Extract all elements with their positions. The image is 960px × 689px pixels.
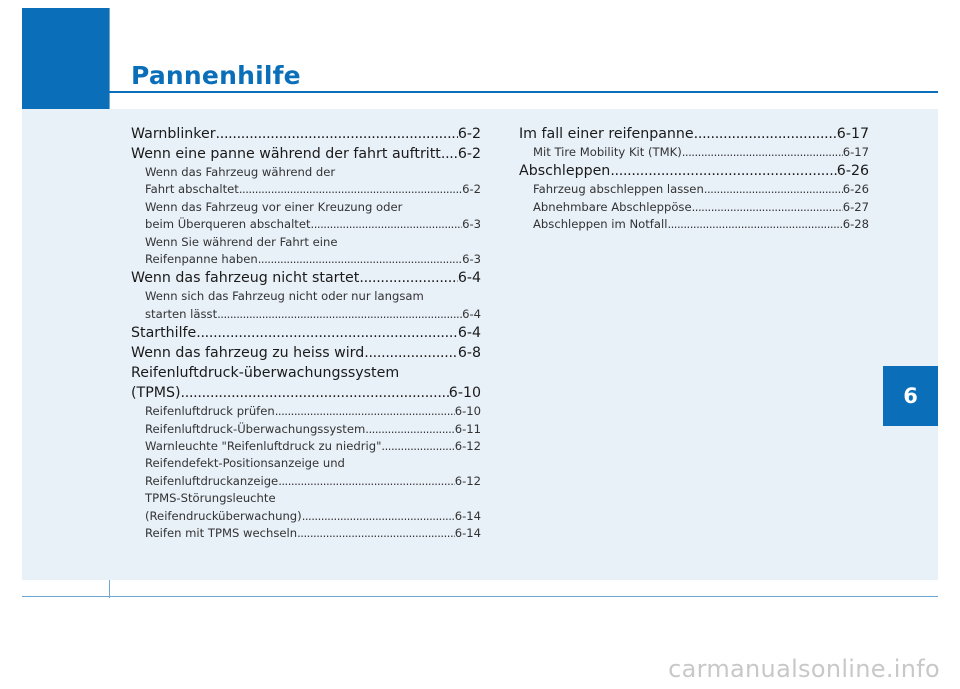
toc-leader [682, 144, 843, 161]
toc-page-number: 6-4 [457, 325, 481, 342]
toc-subentry-reifenluftdruckanzeige[interactable] [131, 473, 481, 490]
toc-left-column [131, 124, 481, 543]
toc-entry-text: starten lässt [145, 306, 218, 321]
toc-entry-panne-waehrend-fahrt[interactable] [131, 145, 481, 164]
toc-entry-line: Reifenluftdruck-überwachungssystem [131, 365, 400, 382]
toc-page-number: 6-10 [454, 404, 481, 419]
toc-entry-text: Fahrt abschaltet [145, 182, 239, 197]
toc-leader [217, 306, 462, 323]
toc-entry-text: (Reifendrucküberwachung) [145, 508, 302, 523]
toc-subentry-line: Wenn das Fahrzeug während der [145, 165, 336, 179]
toc-page-number: 6-14 [454, 526, 481, 541]
toc-entry-text: Starthilfe [131, 325, 197, 342]
toc-page-number: 6-2 [457, 126, 481, 142]
header-color-block [22, 8, 109, 109]
toc-entry-starthilfe[interactable] [131, 324, 481, 343]
toc-leader [278, 473, 455, 490]
toc-page-number: 6-17 [842, 145, 869, 159]
toc-page-number: 6-8 [457, 345, 481, 362]
toc-page-number: 6-12 [454, 439, 481, 454]
toc-entry-nicht-startet[interactable] [131, 269, 481, 288]
toc-leader [667, 216, 842, 233]
toc-entry-tpms[interactable] [131, 384, 481, 403]
toc-page-number: 6-17 [836, 126, 869, 142]
toc-entry-text: Reifenpanne haben [145, 252, 258, 267]
toc-leader [196, 324, 458, 343]
watermark: carmanualsonline.info [668, 655, 940, 683]
toc-entry-reifenpanne[interactable] [519, 125, 869, 144]
toc-leader [275, 403, 455, 420]
toc-subentry-line: Reifendefekt-Positionsanzeige und [145, 456, 345, 471]
toc-subentry-reifenluftdruck-pruefen[interactable] [131, 403, 481, 420]
toc-page-number: 6-3 [462, 252, 481, 267]
toc-entry-text: Wenn eine panne während der fahrt auftritt [131, 146, 441, 162]
bottom-divider [22, 596, 938, 597]
toc-subentry-fahrt-abschaltet[interactable] [131, 181, 481, 198]
toc-leader [359, 269, 457, 288]
toc-entry-text: Abschleppen im Notfall [533, 217, 668, 232]
toc-subentry-reifenpanne[interactable] [131, 251, 481, 268]
toc-entry-text: Mit Tire Mobility Kit (TMK) [533, 145, 682, 159]
toc-leader [365, 421, 454, 438]
toc-leader [239, 181, 462, 198]
toc-leader [364, 344, 458, 363]
toc-subentry-line: Wenn das Fahrzeug vor einer Kreuzung oder [145, 199, 403, 214]
toc-entry-text: Wenn das fahrzeug nicht startet [131, 270, 360, 287]
toc-page-number: 6-11 [454, 421, 481, 436]
title-underline [109, 91, 938, 93]
toc-leader [216, 125, 458, 144]
toc-leader [610, 162, 836, 181]
toc-leader [704, 181, 843, 198]
toc-entry-warnblinker[interactable] [131, 125, 481, 144]
toc-leader [181, 384, 449, 403]
toc-subentry-line: Wenn sich das Fahrzeug nicht oder nur langsam [145, 289, 424, 304]
toc-entry-text: Wenn das fahrzeug zu heiss wird [131, 345, 365, 362]
toc-subentry-line: TPMS-Störungsleuchte [145, 491, 276, 506]
toc-page-number: 6-14 [454, 508, 481, 523]
toc-subentry-tmk[interactable] [519, 144, 869, 161]
chapter-tab[interactable]: 6 [883, 366, 938, 426]
toc-subentry-reifen-wechseln[interactable] [131, 525, 481, 542]
toc-leader [302, 508, 455, 525]
toc-leader [692, 199, 843, 216]
toc-page-number: 6-26 [836, 163, 869, 180]
toc-entry-text: Reifenluftdruckanzeige [145, 473, 279, 488]
toc-page-number: 6-28 [842, 217, 869, 232]
toc-subentry-notfall[interactable] [519, 216, 869, 233]
toc-entry-text: beim Überqueren abschaltet [145, 217, 311, 232]
toc-entry-text: Reifenluftdruck prüfen [145, 404, 275, 419]
toc-subentry-abschleppen-lassen[interactable] [519, 181, 869, 198]
toc-subentry-abschleppoese[interactable] [519, 199, 869, 216]
page-title: Pannenhilfe [131, 61, 301, 90]
toc-entry-abschleppen[interactable] [519, 162, 869, 181]
toc-page-number: 6-27 [842, 199, 869, 214]
toc-entry-text: (TPMS) [131, 385, 181, 402]
toc-page-number: 6-12 [454, 473, 481, 488]
toc-leader [694, 125, 837, 144]
toc-leader [381, 438, 454, 455]
toc-subentry-ueberwachungssystem[interactable] [131, 421, 481, 438]
toc-entry-text: Warnleuchte "Reifenluftdruck zu niedrig" [145, 439, 382, 454]
toc-leader [258, 251, 462, 268]
toc-subentry-kreuzung[interactable] [131, 216, 481, 233]
toc-page-number: 6-10 [448, 385, 481, 402]
toc-leader [441, 145, 458, 164]
toc-subentry-tpms-stoerungsleuchte[interactable] [131, 508, 481, 525]
toc-page-number: 6-4 [462, 306, 481, 321]
toc-page-number: 6-3 [462, 217, 481, 232]
toc-entry-text: Abnehmbare Abschleppöse [533, 199, 692, 214]
toc-entry-zu-heiss[interactable] [131, 344, 481, 363]
toc-entry-text: Fahrzeug abschleppen lassen [533, 182, 704, 197]
toc-entry-text: Reifen mit TPMS wechseln [145, 526, 298, 541]
toc-entry-text: Reifenluftdruck-Überwachungssystem [145, 421, 366, 436]
toc-subentry-starten-laesst[interactable] [131, 306, 481, 323]
toc-page-number: 6-2 [457, 146, 481, 162]
toc-page-number: 6-2 [462, 182, 481, 197]
toc-page-number: 6-26 [842, 182, 869, 197]
toc-entry-text: Warnblinker [131, 126, 216, 142]
toc-page-number: 6-4 [457, 270, 481, 287]
toc-entry-text: Abschleppen [519, 163, 611, 180]
toc-right-column [519, 124, 869, 234]
toc-subentry-warnleuchte[interactable] [131, 438, 481, 455]
toc-leader [311, 216, 463, 233]
toc-leader [297, 525, 455, 542]
toc-subentry-line: Wenn Sie während der Fahrt eine [145, 234, 338, 249]
toc-entry-text: Im fall einer reifenpanne [519, 126, 694, 142]
